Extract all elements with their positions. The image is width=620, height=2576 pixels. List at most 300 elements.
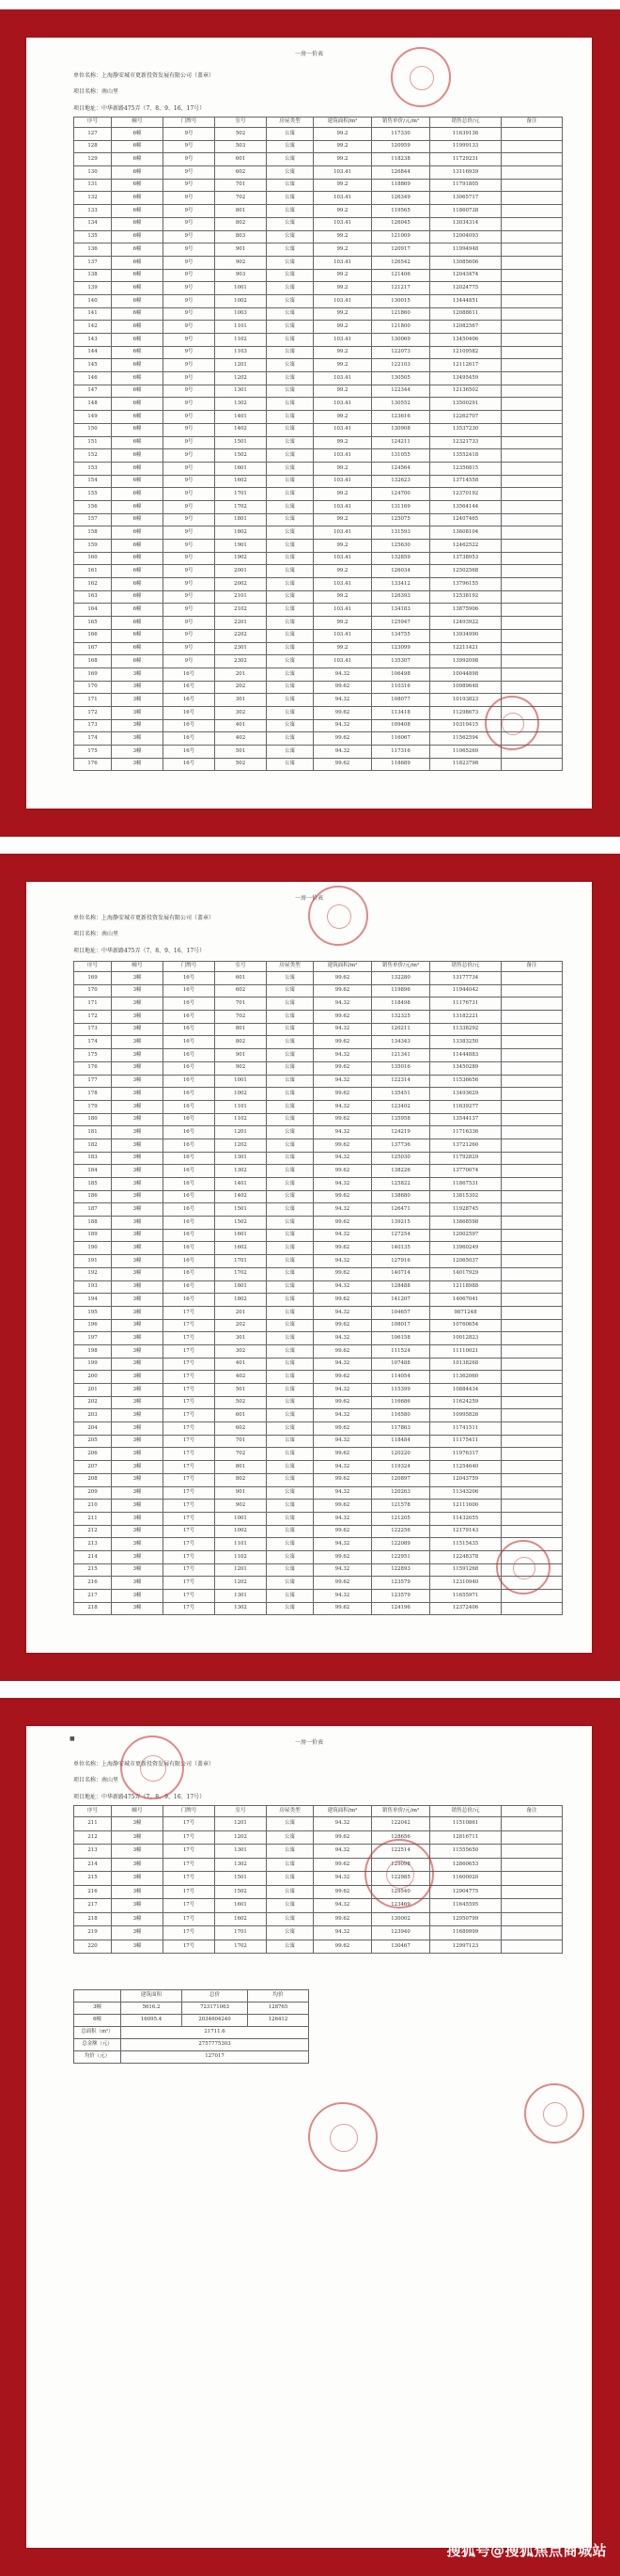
table-cell: 602 (215, 984, 267, 997)
company-seal-bottom (485, 696, 539, 750)
table-row (74, 1422, 563, 1436)
column-header: 销售单价/元/m² (372, 118, 430, 128)
table-cell: 99.2 (314, 179, 372, 192)
table-cell: 16号 (163, 746, 215, 759)
table-cell: 119565 (372, 205, 430, 218)
table-cell: 501 (215, 1384, 267, 1397)
table-cell: 11176731 (430, 997, 502, 1011)
table-cell: 1502 (215, 449, 267, 463)
table-cell: 3幢 (112, 1061, 163, 1075)
table-cell: 3幢 (112, 1486, 163, 1500)
table-cell: 公寓 (267, 972, 314, 985)
table-cell: 198 (74, 1344, 112, 1358)
table-cell: 99.2 (314, 128, 372, 141)
table-cell: 公寓 (267, 540, 314, 553)
table-cell: 16号 (163, 1023, 215, 1036)
table-cell: 99.62 (314, 1165, 372, 1178)
table-cell: 公寓 (267, 179, 314, 192)
table-cell: 99.62 (314, 1396, 372, 1409)
table-cell: 11976317 (430, 1448, 502, 1461)
table-cell: 118498 (372, 997, 430, 1011)
table-cell: 176 (74, 758, 112, 771)
column-header: 销售总价/元 (430, 1806, 502, 1817)
table-cell: 16号 (163, 1049, 215, 1062)
table-cell: 11591268 (430, 1563, 502, 1577)
table-cell: 122344 (372, 385, 430, 398)
table-cell: 121800 (372, 321, 430, 334)
table-cell: 6幢 (112, 192, 163, 205)
table-cell: 301 (215, 1332, 267, 1345)
table-cell: 12043474 (430, 269, 502, 282)
table-cell (502, 1396, 563, 1409)
table-cell: 94.32 (314, 1306, 372, 1319)
summary-cell: 128765 (248, 2003, 309, 2015)
table-cell: 17号 (163, 1538, 215, 1551)
table-cell: 17号 (163, 1332, 215, 1345)
table-cell (502, 1242, 563, 1255)
table-row (74, 1525, 563, 1538)
table-cell: 17号 (163, 1912, 215, 1926)
table-cell: 公寓 (267, 746, 314, 759)
table-cell (502, 540, 563, 553)
table-cell: 10760654 (430, 1319, 502, 1332)
table-cell: 公寓 (267, 719, 314, 732)
table-cell: 11639277 (430, 1100, 502, 1113)
table-cell: 公寓 (267, 1817, 314, 1831)
table-cell: 3幢 (112, 694, 163, 707)
table-cell: 103.41 (314, 334, 372, 347)
table-row (74, 1139, 563, 1152)
table-cell: 128488 (372, 1280, 430, 1294)
table-cell: 94.32 (314, 1872, 372, 1886)
table-cell: 公寓 (267, 1126, 314, 1139)
table-row (74, 1563, 563, 1577)
table-row (74, 1242, 563, 1255)
table-cell: 601 (215, 972, 267, 985)
table-cell: 205 (74, 1435, 112, 1448)
table-cell: 99.2 (314, 359, 372, 372)
table-cell: 139 (74, 282, 112, 295)
summary-cell: 5616.2 (121, 2003, 182, 2015)
table-header-row (74, 1806, 563, 1817)
table-cell: 3幢 (112, 1255, 163, 1268)
table-cell: 9号 (163, 256, 215, 269)
table-cell: 13714558 (430, 475, 502, 488)
table-cell: 17号 (163, 1885, 215, 1899)
table-cell: 公寓 (267, 1049, 314, 1062)
table-cell: 6幢 (112, 243, 163, 257)
table-cell: 125822 (372, 1178, 430, 1191)
table-cell: 103.41 (314, 256, 372, 269)
table-cell: 1201 (215, 1563, 267, 1577)
table-cell: 公寓 (267, 1926, 314, 1940)
table-cell: 1802 (215, 1294, 267, 1307)
table-cell: 124196 (372, 1602, 430, 1615)
table-body (74, 128, 563, 771)
table-cell: 99.2 (314, 385, 372, 398)
table-cell: 181 (74, 1126, 112, 1139)
table-cell: 6幢 (112, 256, 163, 269)
table-cell: 公寓 (267, 294, 314, 307)
table-cell: 12502568 (430, 565, 502, 578)
table-cell (502, 668, 563, 681)
table-cell: 3幢 (112, 1590, 163, 1603)
table-cell: 103.41 (314, 372, 372, 385)
table-cell: 11944042 (430, 984, 502, 997)
table-cell: 16号 (163, 1255, 215, 1268)
table-cell: 103.41 (314, 398, 372, 411)
table-cell: 132623 (372, 475, 430, 488)
table-cell: 902 (215, 1061, 267, 1075)
table-cell: 公寓 (267, 256, 314, 269)
table-cell: 17号 (163, 1409, 215, 1422)
table-cell: 公寓 (267, 243, 314, 257)
table-cell: 3幢 (112, 1538, 163, 1551)
table-cell: 129098 (372, 1858, 430, 1872)
table-cell: 6幢 (112, 604, 163, 617)
table-body (74, 972, 563, 1615)
table-cell: 134183 (372, 604, 430, 617)
table-cell: 12112617 (430, 359, 502, 372)
table-cell (502, 1049, 563, 1062)
table-cell: 3幢 (112, 1126, 163, 1139)
table-cell: 公寓 (267, 1242, 314, 1255)
table-cell: 公寓 (267, 1940, 314, 1954)
table-cell: 202 (74, 1396, 112, 1409)
table-cell: 11729231 (430, 153, 502, 166)
table-cell: 公寓 (267, 681, 314, 694)
table-cell: 13770074 (430, 1165, 502, 1178)
table-cell: 17号 (163, 1590, 215, 1603)
table-cell: 1602 (215, 1242, 267, 1255)
table-cell: 9号 (163, 578, 215, 591)
table-row (74, 1885, 563, 1899)
table-cell: 3幢 (112, 1912, 163, 1926)
table-cell (502, 552, 563, 565)
table-row (74, 1845, 563, 1859)
table-cell: 109408 (372, 719, 430, 732)
table-cell: 公寓 (267, 694, 314, 707)
table-cell: 207 (74, 1461, 112, 1474)
table-row (74, 1538, 563, 1551)
table-cell: 3幢 (112, 1332, 163, 1345)
table-cell: 99.62 (314, 1113, 372, 1126)
table-cell: 13552418 (430, 449, 502, 463)
price-sheet-page-1 (26, 38, 592, 809)
table-row (74, 1294, 563, 1307)
table-cell: 16号 (163, 681, 215, 694)
summary-total-row (74, 2051, 309, 2064)
table-row (74, 205, 563, 218)
table-cell: 137 (74, 256, 112, 269)
table-cell: 12493922 (430, 617, 502, 630)
table-cell: 3幢 (112, 1461, 163, 1474)
table-cell: 17号 (163, 1344, 215, 1358)
table-row (74, 1229, 563, 1242)
table-cell (502, 1899, 563, 1913)
table-cell: 17号 (163, 1306, 215, 1319)
table-row (74, 359, 563, 372)
column-header: 备注 (502, 118, 563, 128)
table-cell: 901 (215, 243, 267, 257)
table-cell: 公寓 (267, 307, 314, 321)
table-row (74, 1023, 563, 1036)
table-cell: 1201 (215, 1817, 267, 1831)
table-cell: 1902 (215, 552, 267, 565)
table-cell: 121578 (372, 1500, 430, 1513)
table-cell (502, 1384, 563, 1397)
table-row (74, 307, 563, 321)
table-cell (502, 513, 563, 526)
table-cell: 1601 (215, 1229, 267, 1242)
table-cell (502, 1165, 563, 1178)
table-cell: 99.2 (314, 140, 372, 153)
column-header: 序号 (74, 1806, 112, 1817)
table-cell: 公寓 (267, 1590, 314, 1603)
table-cell: 802 (215, 1473, 267, 1486)
table-row (74, 1912, 563, 1926)
table-cell: 179 (74, 1100, 112, 1113)
table-cell: 502 (215, 1396, 267, 1409)
table-cell: 94.32 (314, 1486, 372, 1500)
table-cell: 公寓 (267, 436, 314, 449)
table-row (74, 1371, 563, 1384)
table-cell: 131 (74, 179, 112, 192)
table-cell: 1302 (215, 398, 267, 411)
watermark-text: 搜狐号@搜狐焦点商城站 (446, 2542, 607, 2559)
column-header: 销售总价/元 (430, 118, 502, 128)
table-cell: 1701 (215, 1255, 267, 1268)
table-cell: 3幢 (112, 706, 163, 719)
table-cell: 9号 (163, 282, 215, 295)
table-cell: 103.41 (314, 500, 372, 513)
table-cell: 16号 (163, 1294, 215, 1307)
table-cell: 3幢 (112, 1940, 163, 1954)
table-row (74, 346, 563, 359)
table-row (74, 334, 563, 347)
table-cell: 11716336 (430, 1126, 502, 1139)
project-line: 项目名称：南山里 (73, 931, 119, 937)
table-cell: 16号 (163, 1217, 215, 1230)
table-cell: 3幢 (112, 1563, 163, 1577)
table-cell (502, 1422, 563, 1436)
table-cell: 公寓 (267, 1384, 314, 1397)
table-cell (502, 475, 563, 488)
table-cell: 17号 (163, 1500, 215, 1513)
table-cell: 94.32 (314, 1817, 372, 1831)
table-cell: 99.2 (314, 617, 372, 630)
table-cell: 601 (215, 1409, 267, 1422)
table-cell: 16号 (163, 1280, 215, 1294)
table-cell: 6幢 (112, 540, 163, 553)
table-row (74, 1448, 563, 1461)
table-cell: 126542 (372, 256, 430, 269)
table-cell: 121205 (372, 1512, 430, 1525)
table-cell: 13868598 (430, 1217, 502, 1230)
table-cell (502, 1486, 563, 1500)
table-cell: 204 (74, 1422, 112, 1436)
table-cell: 173 (74, 1023, 112, 1036)
table-row (74, 1280, 563, 1294)
table-cell: 12904775 (430, 1885, 502, 1899)
table-cell (502, 423, 563, 436)
table-cell: 113418 (372, 706, 430, 719)
table-cell (502, 1255, 563, 1268)
table-row (74, 372, 563, 385)
table-cell: 公寓 (267, 359, 314, 372)
table-cell: 13450406 (430, 334, 502, 347)
table-cell: 1801 (215, 513, 267, 526)
table-cell: 99.2 (314, 411, 372, 424)
table-cell: 94.32 (314, 668, 372, 681)
table-cell: 211 (74, 1512, 112, 1525)
table-cell: 188 (74, 1217, 112, 1230)
table-cell: 121009 (372, 230, 430, 243)
table-cell: 1901 (215, 540, 267, 553)
table-cell: 公寓 (267, 1872, 314, 1886)
column-header: 室号 (215, 118, 267, 128)
sheet-title: 一房一价表 (294, 895, 323, 902)
summary-cell: 16095.4 (121, 2015, 182, 2027)
table-cell: 17号 (163, 1926, 215, 1940)
table-cell: 9号 (163, 243, 215, 257)
table-cell: 1102 (215, 1550, 267, 1563)
table-header-row (74, 962, 563, 972)
table-cell: 125030 (372, 1152, 430, 1165)
table-cell: 9号 (163, 334, 215, 347)
table-cell: 147 (74, 385, 112, 398)
table-cell: 122314 (372, 1075, 430, 1088)
table-cell: 99.62 (314, 1319, 372, 1332)
table-cell: 94.32 (314, 719, 372, 732)
table-cell (502, 321, 563, 334)
table-cell: 11298673 (430, 706, 502, 719)
table-cell: 126349 (372, 192, 430, 205)
developer-line: 单位名称：上海静安城市更新投资发展有限公司（盖章） (73, 915, 215, 921)
table-cell: 3幢 (112, 1817, 163, 1831)
table-cell (502, 629, 563, 642)
table-cell: 17号 (163, 1435, 215, 1448)
table-cell: 公寓 (267, 1165, 314, 1178)
table-cell (502, 256, 563, 269)
table-cell: 3幢 (112, 997, 163, 1011)
table-cell: 127254 (372, 1229, 430, 1242)
table-cell: 128656 (372, 1830, 430, 1845)
table-cell: 6幢 (112, 166, 163, 180)
table-cell: 119324 (372, 1461, 430, 1474)
table-cell: 16号 (163, 1061, 215, 1075)
table-cell: 1801 (215, 1280, 267, 1294)
table-cell (502, 1926, 563, 1940)
table-cell: 129 (74, 153, 112, 166)
table-cell: 99.62 (314, 1473, 372, 1486)
table-cell: 公寓 (267, 423, 314, 436)
table-cell: 1002 (215, 1525, 267, 1538)
company-seal (391, 47, 451, 107)
table-cell: 11110021 (430, 1344, 502, 1358)
table-cell: 1003 (215, 307, 267, 321)
table-cell: 166 (74, 629, 112, 642)
table-cell: 16号 (163, 1036, 215, 1049)
table-cell (502, 1473, 563, 1486)
table-cell: 公寓 (267, 217, 314, 230)
table-cell: 99.2 (314, 540, 372, 553)
table-cell: 公寓 (267, 1550, 314, 1563)
table-cell: 11624259 (430, 1396, 502, 1409)
table-cell: 16号 (163, 997, 215, 1011)
table-cell: 99.62 (314, 1602, 372, 1615)
table-cell: 1102 (215, 1113, 267, 1126)
table-cell: 16号 (163, 706, 215, 719)
table-cell: 13065717 (430, 192, 502, 205)
table-cell: 99.62 (314, 1550, 372, 1563)
table-cell: 161 (74, 565, 112, 578)
table-cell: 94.32 (314, 1075, 372, 1088)
table-cell: 公寓 (267, 230, 314, 243)
table-cell: 17号 (163, 1525, 215, 1538)
table-row (74, 153, 563, 166)
table-cell: 9号 (163, 423, 215, 436)
table-cell: 6幢 (112, 590, 163, 604)
table-cell: 公寓 (267, 128, 314, 141)
table-row (74, 1332, 563, 1345)
table-row (74, 385, 563, 398)
table-cell: 94.32 (314, 1203, 372, 1217)
table-cell: 160 (74, 552, 112, 565)
table-cell: 123579 (372, 1577, 430, 1590)
table-cell: 210 (74, 1500, 112, 1513)
table-row (74, 192, 563, 205)
table-cell: 1001 (215, 282, 267, 295)
table-cell: 公寓 (267, 1217, 314, 1230)
table-cell (502, 1525, 563, 1538)
table-cell: 702 (215, 192, 267, 205)
table-cell: 3幢 (112, 1088, 163, 1101)
table-cell: 2101 (215, 590, 267, 604)
table-cell: 公寓 (267, 1088, 314, 1101)
table-cell: 115399 (372, 1384, 430, 1397)
table-cell: 501 (215, 746, 267, 759)
table-cell: 132325 (372, 1011, 430, 1024)
table-cell: 9号 (163, 179, 215, 192)
table-row (74, 1217, 563, 1230)
table-cell: 9号 (163, 565, 215, 578)
table-cell: 公寓 (267, 629, 314, 642)
table-cell: 135451 (372, 1088, 430, 1101)
table-cell: 139215 (372, 1217, 430, 1230)
table-cell: 13177734 (430, 972, 502, 985)
table-cell: 6幢 (112, 449, 163, 463)
table-row (74, 398, 563, 411)
table-cell: 公寓 (267, 552, 314, 565)
table-cell: 99.62 (314, 1830, 372, 1845)
table-cell: 公寓 (267, 1396, 314, 1409)
table-cell: 6幢 (112, 398, 163, 411)
table-row (74, 128, 563, 141)
table-cell: 3幢 (112, 1190, 163, 1203)
table-cell: 99.2 (314, 488, 372, 501)
table-cell: 128 (74, 140, 112, 153)
table-cell: 99.62 (314, 1885, 372, 1899)
table-cell: 公寓 (267, 604, 314, 617)
table-cell: 公寓 (267, 1899, 314, 1913)
address-line: 项目地址：中华新路475弄（7、8、9、16、17号） (73, 105, 206, 112)
table-row (74, 642, 563, 655)
table-cell: 3幢 (112, 1113, 163, 1126)
table-cell: 402 (215, 1371, 267, 1384)
table-cell: 123616 (372, 411, 430, 424)
table-cell: 129540 (372, 1885, 430, 1899)
